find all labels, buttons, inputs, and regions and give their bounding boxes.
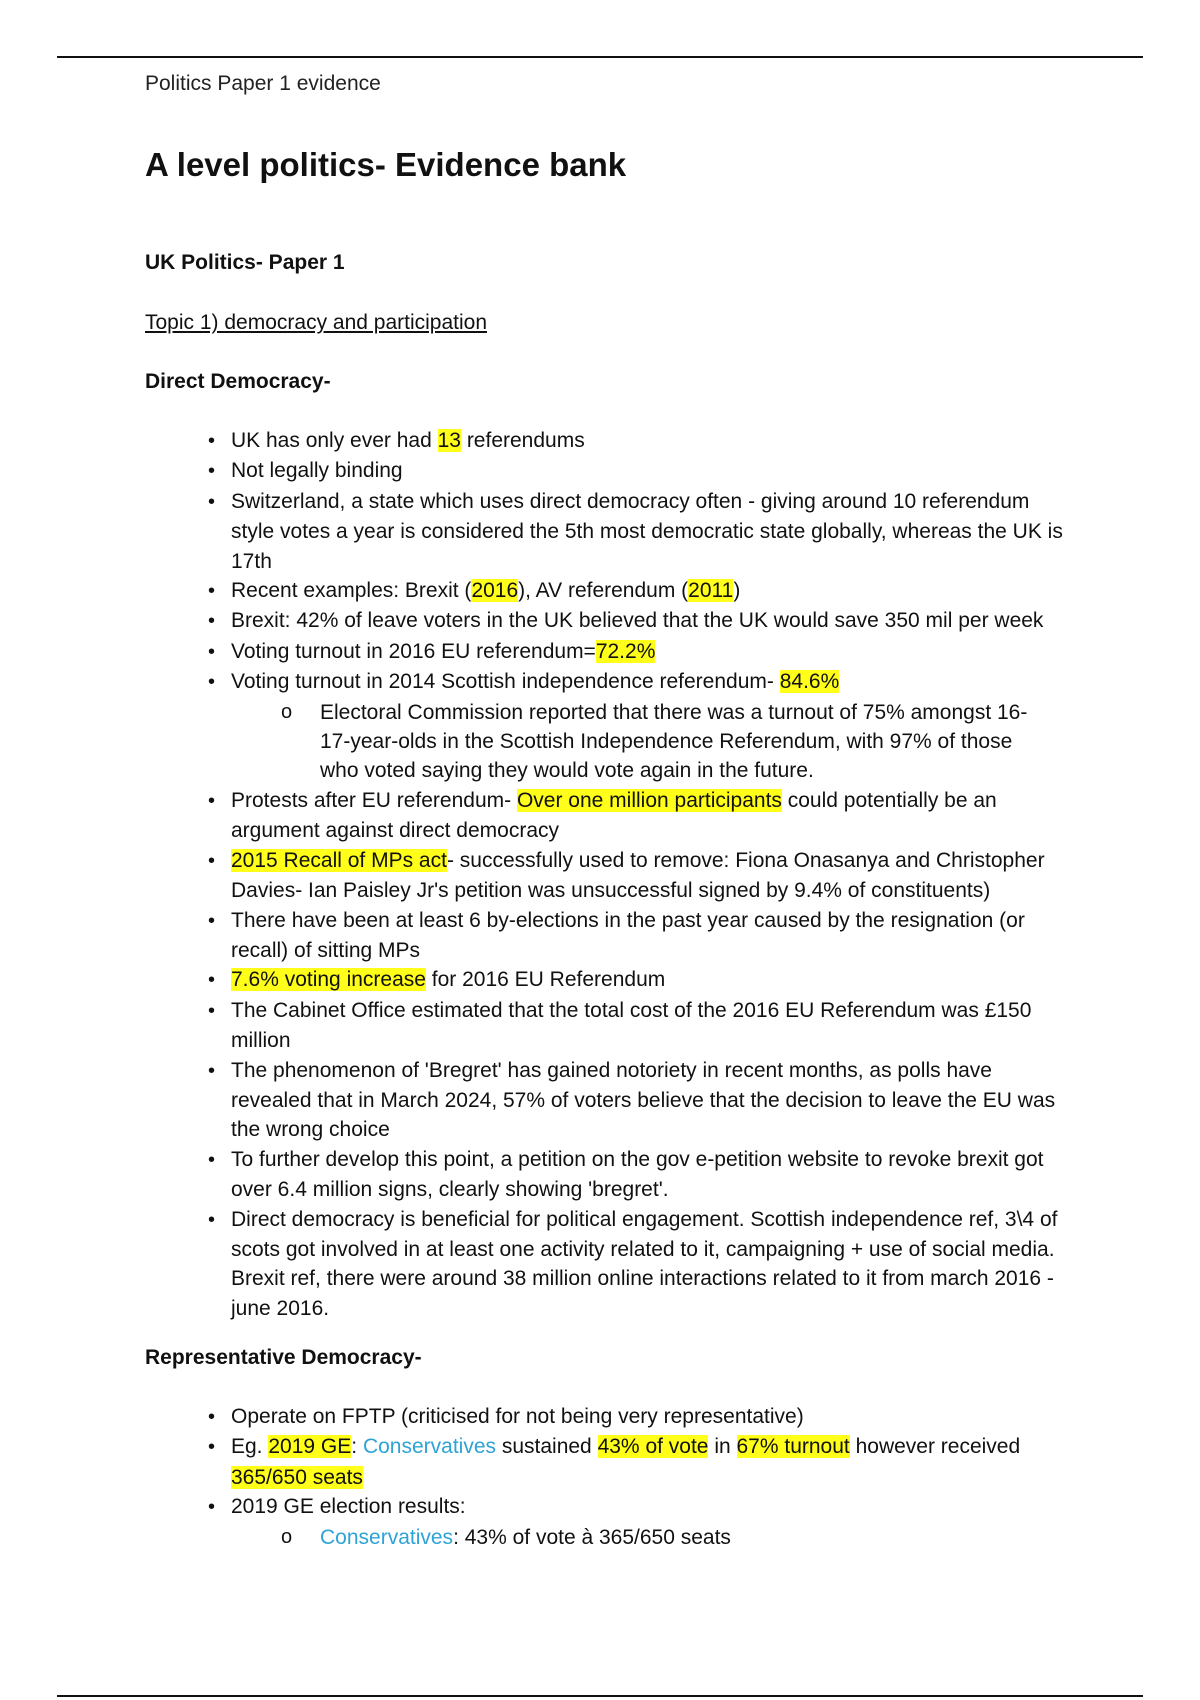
list-item: •Brexit: 42% of leave voters in the UK believed that the UK would save 350 mil per week — [208, 606, 1065, 636]
sub-list — [231, 1523, 1065, 1552]
list-item: •UK has only ever had 13 referendums — [208, 426, 1065, 456]
bullet-icon — [208, 487, 231, 517]
document-title: A level politics- Evidence bank — [145, 146, 627, 183]
bullet-icon — [208, 965, 231, 995]
bullet-icon — [208, 576, 231, 606]
list-item: •The Cabinet Office estimated that the total cost of the 2016 EU Referendum was £150 million — [208, 996, 1065, 1056]
bullet-icon — [208, 606, 231, 636]
sub-list-item: o Electoral Commission reported that there was a turnout of 75% amongst 16-17-year-olds in the Scottish Independence Referendum, with 97% of those who voted saying they would vote again in the future. — [231, 698, 1030, 786]
topic-heading: Topic 1) democracy and participation — [145, 311, 488, 334]
bullet-icon — [208, 1145, 231, 1175]
list-item: •Recent examples: Brexit (2016), AV referendum (2011) — [208, 576, 1065, 606]
bullet-icon — [208, 1056, 231, 1086]
list-item: •2015 Recall of MPs act- successfully used to remove: Fiona Onasanya and Christopher Davies- Ian Paisley Jr's petition was unsuccessful signed by 9.4% of constituents) — [208, 846, 1065, 906]
direct-democracy-heading: Direct Democracy- — [145, 370, 331, 393]
sub-list-item: o Conservatives: 43% of vote à 365/650 seats — [231, 1523, 1030, 1552]
list-item: •2019 GE election results: o Conservatives: 43% of vote à 365/650 seats — [208, 1492, 1065, 1552]
bottom-rule — [57, 1695, 1143, 1697]
list-item: •Operate on FPTP (criticised for not being very representative) — [208, 1402, 1065, 1432]
page-header: Politics Paper 1 evidence — [145, 72, 381, 95]
section-heading: UK Politics- Paper 1 — [145, 251, 345, 274]
list-item: •Switzerland, a state which uses direct democracy often - giving around 10 referendum style votes a year is considered the 5th most democratic state globally, whereas the UK is 17th — [208, 487, 1065, 576]
bullet-icon — [208, 426, 231, 456]
bullet-icon — [208, 906, 231, 936]
bullet-icon — [208, 1432, 231, 1462]
bullet-icon — [208, 786, 231, 816]
list-item: •The phenomenon of 'Bregret' has gained notoriety in recent months, as polls have revealed that in March 2024, 57% of voters believe that the decision to leave the EU was the wrong choice — [208, 1056, 1065, 1145]
bullet-icon — [208, 1402, 231, 1432]
bullet-icon — [208, 456, 231, 486]
representative-democracy-heading: Representative Democracy- — [145, 1346, 422, 1369]
bullet-icon — [208, 996, 231, 1026]
circle-bullet-icon: o — [281, 1525, 293, 1548]
bullet-icon — [208, 667, 231, 697]
list-item: •Protests after EU referendum- Over one million participants could potentially be an argument against direct democracy — [208, 786, 1065, 846]
list-item: •Direct democracy is beneficial for political engagement. Scottish independence ref, 3\4 of scots got involved in at least one activity related to it, campaigning + use of social media. Brexit ref, there were around 38 million online interactions related to it from march 2016 - june 2016. — [208, 1205, 1065, 1324]
list-item: •Voting turnout in 2014 Scottish independence referendum- 84.6% o Electoral Commission reported that there was a turnout of 75% amongst 16-17-year-olds in the Scottish Independence Referendum, with 97% of those who voted saying they would vote again in the future. — [208, 667, 1065, 786]
list-item: •Voting turnout in 2016 EU referendum=72.2% — [208, 637, 1065, 667]
circle-bullet-icon: o — [281, 700, 293, 723]
top-rule — [57, 56, 1143, 58]
sub-list — [231, 698, 1065, 786]
bullet-icon — [208, 637, 231, 667]
representative-democracy-list — [185, 1402, 1065, 1552]
list-item: •Eg. 2019 GE: Conservatives sustained 43% of vote in 67% turnout however received 365/650 seats — [208, 1432, 1065, 1492]
list-item: •Not legally binding — [208, 456, 1065, 486]
list-item: •7.6% voting increase for 2016 EU Referendum — [208, 965, 1065, 995]
list-item: •There have been at least 6 by-elections in the past year caused by the resignation (or recall) of sitting MPs — [208, 906, 1065, 966]
direct-democracy-list — [185, 426, 1065, 1323]
bullet-icon — [208, 1205, 231, 1235]
bullet-icon — [208, 1492, 231, 1522]
bullet-icon — [208, 846, 231, 876]
list-item: •To further develop this point, a petition on the gov e-petition website to revoke brexit got over 6.4 million signs, clearly showing 'bregret'. — [208, 1145, 1065, 1205]
